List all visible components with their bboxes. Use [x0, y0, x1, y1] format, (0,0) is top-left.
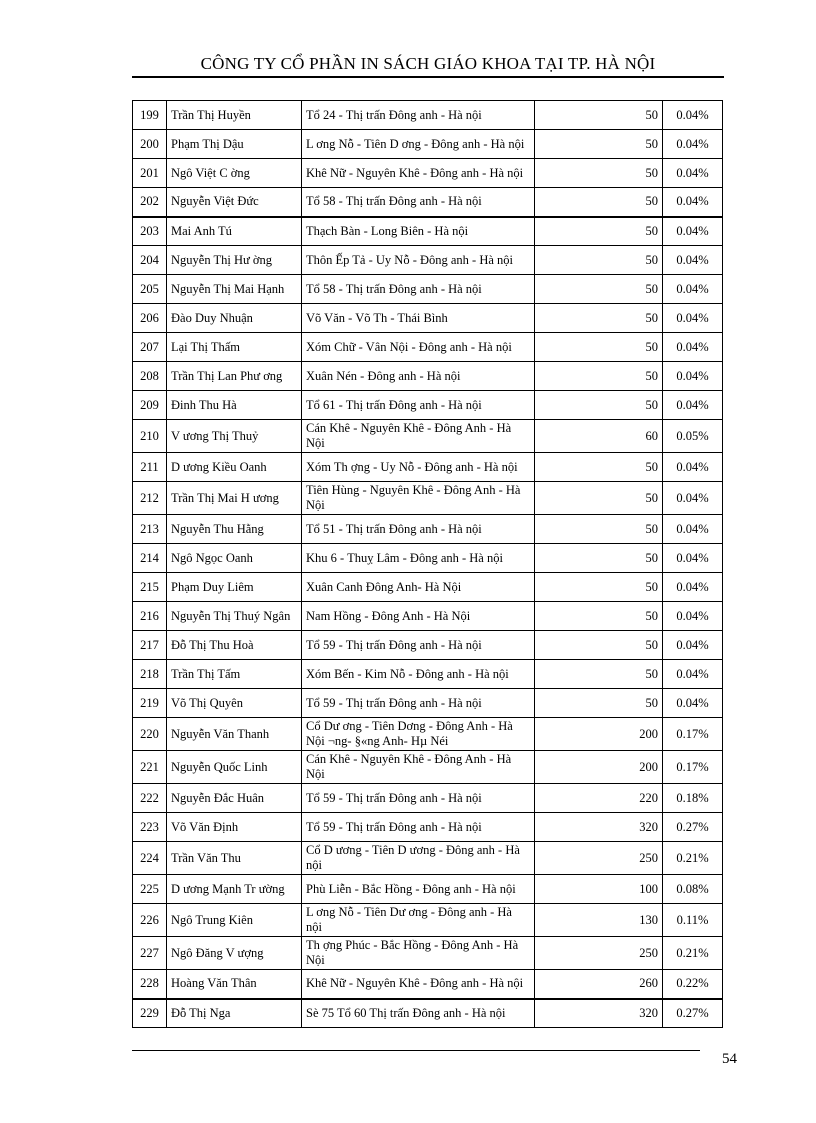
row-number: 209 — [133, 391, 167, 420]
share-percentage: 0.04% — [663, 631, 723, 660]
table-row — [133, 304, 723, 333]
row-number: 199 — [133, 101, 167, 130]
shareholder-address: L ơng Nỗ - Tiên Dư ơng - Đông anh - Hà nội — [302, 904, 535, 937]
share-count: 320 — [535, 999, 663, 1028]
row-number: 226 — [133, 904, 167, 937]
row-number: 214 — [133, 544, 167, 573]
share-percentage: 0.04% — [663, 304, 723, 333]
row-number: 207 — [133, 333, 167, 362]
shareholder-address: Xuân Nén - Đông anh - Hà nội — [302, 362, 535, 391]
shareholder-name: Ngô Trung Kiên — [167, 904, 302, 937]
row-number: 217 — [133, 631, 167, 660]
shareholder-name: Phạm Thị Dậu — [167, 130, 302, 159]
row-number: 225 — [133, 875, 167, 904]
shareholder-address: Thạch Bàn - Long Biên - Hà nội — [302, 217, 535, 246]
row-number: 203 — [133, 217, 167, 246]
table-row — [133, 130, 723, 159]
share-count: 50 — [535, 453, 663, 482]
share-percentage: 0.04% — [663, 482, 723, 515]
shareholder-address: Tổ 58 - Thị trấn Đông anh - Hà nội — [302, 188, 535, 217]
share-count: 50 — [535, 275, 663, 304]
shareholder-address: Tổ 24 - Thị trấn Đông anh - Hà nội — [302, 101, 535, 130]
row-number: 202 — [133, 188, 167, 217]
shareholder-name: Mai Anh Tú — [167, 217, 302, 246]
table-row — [133, 101, 723, 130]
share-count: 50 — [535, 188, 663, 217]
share-percentage: 0.11% — [663, 904, 723, 937]
shareholder-name: Nguyễn Việt Đức — [167, 188, 302, 217]
share-count: 50 — [535, 544, 663, 573]
share-percentage: 0.22% — [663, 970, 723, 999]
table-row — [133, 970, 723, 999]
share-count: 50 — [535, 515, 663, 544]
share-count: 50 — [535, 304, 663, 333]
share-percentage: 0.04% — [663, 689, 723, 718]
table-row — [133, 875, 723, 904]
page-header-title: CÔNG TY CỔ PHẦN IN SÁCH GIÁO KHOA TẠI TP. HÀ NỘI — [200, 54, 656, 73]
shareholder-address: Cổ D ương - Tiên D ương - Đông anh - Hà nội — [302, 842, 535, 875]
row-number: 219 — [133, 689, 167, 718]
row-number: 218 — [133, 660, 167, 689]
shareholder-table-body — [133, 101, 723, 1028]
header-rule — [132, 76, 724, 78]
shareholder-address: Tổ 59 - Thị trấn Đông anh - Hà nội — [302, 631, 535, 660]
share-percentage: 0.17% — [663, 751, 723, 784]
table-row — [133, 246, 723, 275]
shareholder-address: Thôn Ếp Tả - Uy Nỗ - Đông anh - Hà nội — [302, 246, 535, 275]
shareholder-address: Tổ 59 - Thị trấn Đông anh - Hà nội — [302, 689, 535, 718]
shareholder-address: Nam Hồng - Đông Anh - Hà Nội — [302, 602, 535, 631]
shareholder-address: Tổ 59 - Thị trấn Đông anh - Hà nội — [302, 784, 535, 813]
table-row — [133, 751, 723, 784]
share-percentage: 0.04% — [663, 101, 723, 130]
row-number: 206 — [133, 304, 167, 333]
shareholder-name: Trần Thị Lan Phư ơng — [167, 362, 302, 391]
share-count: 50 — [535, 101, 663, 130]
shareholder-name: Nguyễn Quốc Linh — [167, 751, 302, 784]
shareholder-address: Xóm Bến - Kim Nỗ - Đông anh - Hà nội — [302, 660, 535, 689]
shareholder-address: Cán Khê - Nguyên Khê - Đông Anh - Hà Nội — [302, 751, 535, 784]
share-count: 50 — [535, 159, 663, 188]
table-row — [133, 420, 723, 453]
shareholder-name: D ương Kiều Oanh — [167, 453, 302, 482]
share-count: 200 — [535, 751, 663, 784]
row-number: 227 — [133, 937, 167, 970]
row-number: 229 — [133, 999, 167, 1028]
share-percentage: 0.04% — [663, 573, 723, 602]
row-number: 211 — [133, 453, 167, 482]
share-percentage: 0.17% — [663, 718, 723, 751]
share-percentage: 0.04% — [663, 333, 723, 362]
shareholder-address: Khê Nữ - Nguyên Khê - Đông anh - Hà nội — [302, 970, 535, 999]
table-row — [133, 937, 723, 970]
share-count: 50 — [535, 130, 663, 159]
share-percentage: 0.04% — [663, 159, 723, 188]
shareholder-address: Tổ 61 - Thị trấn Đông anh - Hà nội — [302, 391, 535, 420]
table-row — [133, 391, 723, 420]
row-number: 201 — [133, 159, 167, 188]
share-count: 50 — [535, 631, 663, 660]
row-number: 220 — [133, 718, 167, 751]
table-row — [133, 660, 723, 689]
table-row — [133, 718, 723, 751]
row-number: 222 — [133, 784, 167, 813]
share-percentage: 0.05% — [663, 420, 723, 453]
row-number: 208 — [133, 362, 167, 391]
share-percentage: 0.27% — [663, 999, 723, 1028]
table-row — [133, 188, 723, 217]
shareholder-name: D ương Mạnh Tr ường — [167, 875, 302, 904]
share-count: 50 — [535, 573, 663, 602]
row-number: 215 — [133, 573, 167, 602]
table-row — [133, 999, 723, 1028]
shareholder-name: Võ Thị Quyên — [167, 689, 302, 718]
row-number: 216 — [133, 602, 167, 631]
shareholder-address: Xóm Chữ - Vân Nội - Đông anh - Hà nội — [302, 333, 535, 362]
share-count: 130 — [535, 904, 663, 937]
share-count: 50 — [535, 362, 663, 391]
table-row — [133, 689, 723, 718]
table-row — [133, 904, 723, 937]
share-count: 50 — [535, 482, 663, 515]
shareholder-name: Ngô Ngọc Oanh — [167, 544, 302, 573]
row-number: 205 — [133, 275, 167, 304]
share-percentage: 0.21% — [663, 937, 723, 970]
shareholder-name: Trần Thị Mai H ương — [167, 482, 302, 515]
shareholder-name: Trần Thị Huyền — [167, 101, 302, 130]
shareholder-address: Tổ 58 - Thị trấn Đông anh - Hà nội — [302, 275, 535, 304]
page-number: 54 — [722, 1051, 737, 1067]
shareholder-name: Nguyễn Thị Hư ờng — [167, 246, 302, 275]
shareholder-address: Tổ 59 - Thị trấn Đông anh - Hà nội — [302, 813, 535, 842]
share-count: 250 — [535, 937, 663, 970]
share-percentage: 0.21% — [663, 842, 723, 875]
row-number: 200 — [133, 130, 167, 159]
share-count: 50 — [535, 660, 663, 689]
share-count: 50 — [535, 217, 663, 246]
shareholder-name: Trần Thị Tấm — [167, 660, 302, 689]
share-percentage: 0.04% — [663, 391, 723, 420]
share-percentage: 0.04% — [663, 602, 723, 631]
share-count: 220 — [535, 784, 663, 813]
shareholder-address: Phù Liễn - Bắc Hồng - Đông anh - Hà nội — [302, 875, 535, 904]
shareholder-name: Nguyễn Văn Thanh — [167, 718, 302, 751]
footer-rule — [132, 1050, 700, 1051]
shareholder-name: Võ Văn Định — [167, 813, 302, 842]
shareholder-name: Nguyễn Thu Hằng — [167, 515, 302, 544]
table-row — [133, 631, 723, 660]
shareholder-address: Cán Khê - Nguyên Khê - Đông Anh - Hà Nội — [302, 420, 535, 453]
share-count: 50 — [535, 689, 663, 718]
share-count: 50 — [535, 333, 663, 362]
shareholder-address: Sè 75 Tổ 60 Thị trấn Đông anh - Hà nội — [302, 999, 535, 1028]
table-row — [133, 159, 723, 188]
shareholder-name: Phạm Duy Liêm — [167, 573, 302, 602]
row-number: 204 — [133, 246, 167, 275]
share-count: 260 — [535, 970, 663, 999]
row-number: 228 — [133, 970, 167, 999]
table-row — [133, 602, 723, 631]
shareholder-name: Đào Duy Nhuận — [167, 304, 302, 333]
shareholder-address: Võ Văn - Võ Th - Thái Bình — [302, 304, 535, 333]
share-count: 60 — [535, 420, 663, 453]
share-count: 50 — [535, 391, 663, 420]
table-row — [133, 275, 723, 304]
shareholder-address: Tiên Hùng - Nguyên Khê - Đông Anh - Hà Nội — [302, 482, 535, 515]
table-row — [133, 784, 723, 813]
table-row — [133, 362, 723, 391]
share-percentage: 0.08% — [663, 875, 723, 904]
row-number: 210 — [133, 420, 167, 453]
share-count: 100 — [535, 875, 663, 904]
shareholder-address: Khê Nữ - Nguyên Khê - Đông anh - Hà nội — [302, 159, 535, 188]
shareholder-name: Đỗ Thị Nga — [167, 999, 302, 1028]
share-count: 250 — [535, 842, 663, 875]
table-row — [133, 453, 723, 482]
shareholder-name: V ương Thị Thuỷ — [167, 420, 302, 453]
shareholder-table — [132, 100, 723, 1028]
table-row — [133, 573, 723, 602]
shareholder-name: Đinh Thu Hà — [167, 391, 302, 420]
table-row — [133, 842, 723, 875]
share-count: 320 — [535, 813, 663, 842]
share-count: 50 — [535, 602, 663, 631]
shareholder-address: Khu 6 - Thuỵ Lâm - Đông anh - Hà nội — [302, 544, 535, 573]
share-percentage: 0.04% — [663, 188, 723, 217]
share-percentage: 0.04% — [663, 660, 723, 689]
share-percentage: 0.04% — [663, 246, 723, 275]
shareholder-address: Xóm Th ợng - Uy Nỗ - Đông anh - Hà nội — [302, 453, 535, 482]
row-number: 212 — [133, 482, 167, 515]
share-count: 50 — [535, 246, 663, 275]
table-row — [133, 813, 723, 842]
shareholder-address: L ơng Nỗ - Tiên D ơng - Đông anh - Hà nội — [302, 130, 535, 159]
shareholder-name: Lại Thị Thấm — [167, 333, 302, 362]
row-number: 224 — [133, 842, 167, 875]
table-row — [133, 482, 723, 515]
shareholder-address: Th ợng Phúc - Bắc Hồng - Đông Anh - Hà Nội — [302, 937, 535, 970]
share-percentage: 0.04% — [663, 217, 723, 246]
share-percentage: 0.04% — [663, 362, 723, 391]
row-number: 223 — [133, 813, 167, 842]
shareholder-name: Trần Văn Thu — [167, 842, 302, 875]
share-percentage: 0.04% — [663, 453, 723, 482]
shareholder-name: Nguyễn Đắc Huân — [167, 784, 302, 813]
row-number: 213 — [133, 515, 167, 544]
shareholder-name: Ngô Đăng V ượng — [167, 937, 302, 970]
shareholder-address: Tổ 51 - Thị trấn Đông anh - Hà nội — [302, 515, 535, 544]
row-number: 221 — [133, 751, 167, 784]
share-percentage: 0.27% — [663, 813, 723, 842]
table-row — [133, 544, 723, 573]
share-percentage: 0.18% — [663, 784, 723, 813]
shareholder-name: Hoàng Văn Thân — [167, 970, 302, 999]
share-percentage: 0.04% — [663, 275, 723, 304]
table-row — [133, 217, 723, 246]
share-percentage: 0.04% — [663, 515, 723, 544]
shareholder-name: Nguyễn Thị Thuý Ngân — [167, 602, 302, 631]
shareholder-name: Nguyễn Thị Mai Hạnh — [167, 275, 302, 304]
table-row — [133, 333, 723, 362]
shareholder-name: Đỗ Thị Thu Hoà — [167, 631, 302, 660]
shareholder-name: Ngô Việt C ờng — [167, 159, 302, 188]
share-percentage: 0.04% — [663, 130, 723, 159]
share-percentage: 0.04% — [663, 544, 723, 573]
shareholder-address: Cổ Dư ơng - Tiên Dơng - Đông Anh - Hà Nội ¬ng- §«ng Anh- Hµ Néi — [302, 718, 535, 751]
shareholder-address: Xuân Canh Đông Anh- Hà Nội — [302, 573, 535, 602]
share-count: 200 — [535, 718, 663, 751]
table-row — [133, 515, 723, 544]
